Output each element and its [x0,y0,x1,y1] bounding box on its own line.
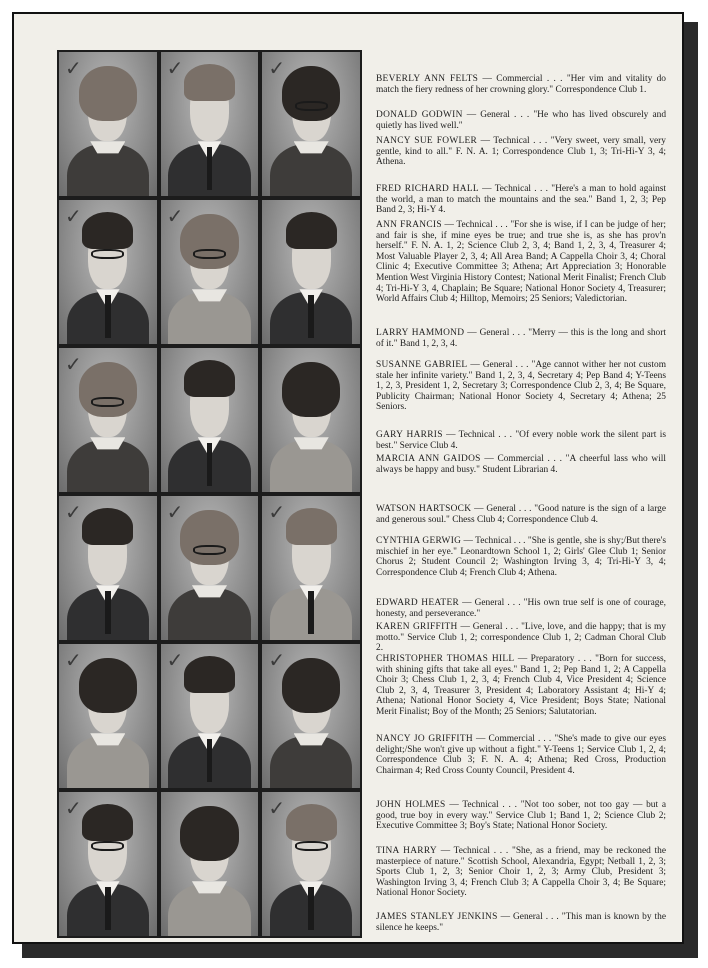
portrait-glasses [91,249,124,259]
portrait-hair [82,508,133,545]
senior-bio-text: — Technical . . . "She is gentle, she is shy;/But there's mischief in her eye." Leonardtown School 1, 2; Girls' Glee Club 1; Senior Chorus 2; Student Council 2; Washington Irving 3, 4; Tri-Hi-Y 3, 4; Correspondence Club 4; French Club 4; Athena. [376,536,667,578]
senior-bio-text: — Preparatory . . . "Born for success, with shining gifts that take all eyes." Band 1, 2; Pep Band 1, 2; A Cappella Choir 3; Chess Club 1, 2, 3, 4; French Club 4, Vice President 4; Science Club 2, 3, 4, Treasurer 3, President 4; Laboratory Assistant 4; Hi-Y 4; Athena; National Honor Society 4, Vice President; Boys State; National Merit Finalist; Boy of the Month; 25 Seniors; Salutatorian. [376,654,666,717]
photo-nancy-jo-griffith [262,644,360,788]
portrait-tie [105,591,111,634]
senior-bio-text: — General . . . "Live, love, and die happy; that is my motto." Service Club 1, 2; correspondence Club 1, 2; Cadman Choral Club 2. [376,622,666,654]
portrait-hair [184,64,235,101]
portrait-hair [282,66,341,121]
portrait-hair [282,658,341,713]
check-mark-icon: ✓ [268,56,286,80]
senior-name: BEVERLY ANN FELTS [376,74,479,84]
senior-name: FRED RICHARD HALL [376,184,479,194]
portrait-hair [286,804,337,841]
yearbook-page [12,12,684,944]
senior-bio-text: — General . . . "He who has lived obscurely and quietly has lived well." [376,110,667,131]
check-mark-icon: ✓ [268,500,286,524]
photo-larry-hammond [262,200,360,344]
photo-edward-heater [262,496,360,640]
photo-susanne-gabriel [59,348,157,492]
senior-bio-text: — Technical . . . "Not too sober, not too gay — but a good, true boy in every way." Service Club 1; Band 1, 2; Science Club 2; Executive Committee 3; Boy's State; National Honor Society. [376,800,666,832]
portrait-tie [207,147,213,190]
senior-bio [376,360,666,413]
senior-bio [376,220,666,305]
senior-name: CYNTHIA GERWIG [376,536,462,546]
senior-name: CHRISTOPHER THOMAS HILL [376,654,515,664]
photo-tina-harry [161,792,259,936]
portrait-hair [184,656,235,693]
photo-gary-harris [161,348,259,492]
photo-ann-francis [161,200,259,344]
check-mark-icon: ✓ [166,648,184,672]
senior-bio-text: — Technical . . . "For she is wise, if I can be judge of her; and fair is she, if mine eyes be true; and true she is, as she has prov'n herself." F. N. A. 1, 2; Science Club 2, 3, 4; Band 1, 2, 3, 4, Treasurer 4; Most Valuable Player 2, 3, 4; All Area Band; A Cappella Choir 3, 4; Choral Clinic 4; Executive Committee 3; Athena; Art Appreciation 3; Honorable Mention West Virginia History Contest; National Merit Finalist; French Club 4; Tri-Hi-Y 3, 4, Chaplain; Be Square; National Honor Society 4, Treasurer; World Affairs Club 4; Hilltop, Memoirs; 25 Seniors; Valedictorian. [376,220,666,305]
senior-name: JAMES STANLEY JENKINS [376,912,498,922]
portrait-tie [308,591,314,634]
check-mark-icon: ✓ [166,56,184,80]
senior-name: ANN FRANCIS [376,220,442,230]
portrait-hair [184,360,235,397]
senior-name: NANCY JO GRIFFITH [376,734,473,744]
portrait-hair [180,806,239,861]
portrait-tie [207,443,213,486]
senior-bio [376,110,666,131]
senior-bio [376,598,666,619]
senior-bio [376,430,666,451]
senior-bio-text: — Commercial . . . "She's made to give our eyes delight;/She won't give up without a fight." Y-Teens 1; Service Club 1, 2, 4; Correspondence Club 3; F. N. A. 4; Athena; Red Cross, Production Chairman 4; Red Cross County Council, President 4. [376,734,666,776]
portrait-tie [308,887,314,930]
portrait-glasses [295,101,328,111]
senior-name: GARY HARRIS [376,430,443,440]
portrait-hair [79,362,138,417]
photo-john-holmes [59,792,157,936]
photo-beverly-felts [59,52,157,196]
portrait-glasses [91,841,124,851]
portrait-tie [105,295,111,338]
senior-bio-text: — Commercial . . . "Her vim and vitality do match the fiery redness of her crowning glory." Correspondence Club 1. [376,74,666,95]
portrait-glasses [91,397,124,407]
portrait-hair [282,362,341,417]
check-mark-icon: ✓ [65,500,82,524]
senior-name: TINA HARRY [376,846,437,856]
senior-bio-text: — General . . . "Merry — this is the long and short of it." Band 1, 2, 3, 4. [376,328,666,349]
senior-bio-text: — Technical . . . "She, as a friend, may be reckoned the masterpiece of nature." Scottish School, Alexandria, Egypt; Netball 1, 2, 3; Sports Club 1, 2, 3; Senior Choir 1, 2, 3; Army Club, President 3; Washington Irving 3, 4; French Club 3; A Cappella Choir 3, 4; Be Square; National Honor Society. [376,846,666,899]
senior-bio [376,622,666,654]
senior-bio [376,328,666,349]
check-mark-icon: ✓ [65,56,82,80]
senior-bio-text: — General . . . "This man is known by the silence he keeps." [376,912,667,933]
portrait-hair [286,212,337,249]
senior-bio-text: — Technical . . . "Here's a man to hold against the world, a man to match the mountains and the sea." Band 1, 2, 3; Pep Band 2, 3; Hi-Y 4. [376,184,667,216]
check-mark-icon: ✓ [268,796,286,820]
portrait-tie [207,739,213,782]
senior-bio-text: — General . . . "Age cannot wither her not custom stale her infinite variety." Band 1, 2, 3, 4, Secretary 4; Pep Band 4; Y-Teens 1, 2, 3, President 1, 2, Secretary 3; Correspondence Club 2, 3, 4; Be Square, Publicity Chairman; National Honor Society 4, Secretary 4; Athena; 25 Seniors. [376,360,666,413]
portrait-glasses [193,249,226,259]
senior-name: MARCIA ANN GAIDOS [376,454,481,464]
portrait-hair [79,658,138,713]
portrait-hair [180,214,239,269]
photo-donald-godwin [161,52,259,196]
photo-grid [57,50,362,938]
senior-bio-text: — General . . . "Good nature is the sign of a large and generous soul." Chess Club 4; Correspondence Club 4. [376,504,667,525]
portrait-hair [82,804,133,841]
check-mark-icon: ✓ [65,204,82,228]
senior-bio-text: — Commercial . . . "A cheerful lass who will always be happy and busy." Student Librarian 4. [376,454,667,475]
check-mark-icon: ✓ [65,648,82,672]
senior-bio [376,536,666,578]
senior-bio-text: — Technical . . . "Very sweet, very small, very gentle, kind to all." F. N. A. 1; Correspondence Club 1, 3; Tri-Hi-Y 3, 4; Athena. [376,136,666,168]
senior-name: LARRY HAMMOND [376,328,465,338]
senior-name: JOHN HOLMES [376,800,446,810]
photo-karen-griffith [59,644,157,788]
senior-bio-text: — General . . . "His own true self is one of courage, honesty, and perseverance." [376,598,666,619]
senior-bio [376,654,666,718]
photo-nancy-fowler [262,52,360,196]
check-mark-icon: ✓ [65,796,82,820]
senior-name: SUSANNE GABRIEL [376,360,468,370]
senior-bio [376,184,666,216]
portrait-glasses [193,545,226,555]
check-mark-icon: ✓ [166,204,184,228]
portrait-hair [180,510,239,565]
senior-name: NANCY SUE FOWLER [376,136,478,146]
senior-bio [376,504,666,525]
portrait-glasses [295,841,328,851]
senior-bio [376,734,666,776]
senior-bio [376,454,666,475]
portrait-hair [286,508,337,545]
portrait-tie [308,295,314,338]
photo-watson-hartsock [59,496,157,640]
senior-name: EDWARD HEATER [376,598,460,608]
photo-james-jenkins [262,792,360,936]
senior-bio [376,846,666,899]
check-mark-icon: ✓ [268,648,286,672]
senior-name: WATSON HARTSOCK [376,504,472,514]
senior-bio [376,912,666,933]
photo-christopher-hill [161,644,259,788]
photo-fred-hall [59,200,157,344]
photo-marcia-gaidos [262,348,360,492]
portrait-hair [79,66,138,121]
senior-bio [376,136,666,168]
senior-name: DONALD GODWIN [376,110,463,120]
senior-bio [376,74,666,95]
senior-bio-text: — Technical . . . "Of every noble work the silent part is best." Service Club 4. [376,430,666,451]
photo-cynthia-gerwig [161,496,259,640]
check-mark-icon: ✓ [65,352,82,376]
senior-bio [376,800,666,832]
senior-name: KAREN GRIFFITH [376,622,458,632]
check-mark-icon: ✓ [166,500,184,524]
portrait-tie [105,887,111,930]
portrait-hair [82,212,133,249]
